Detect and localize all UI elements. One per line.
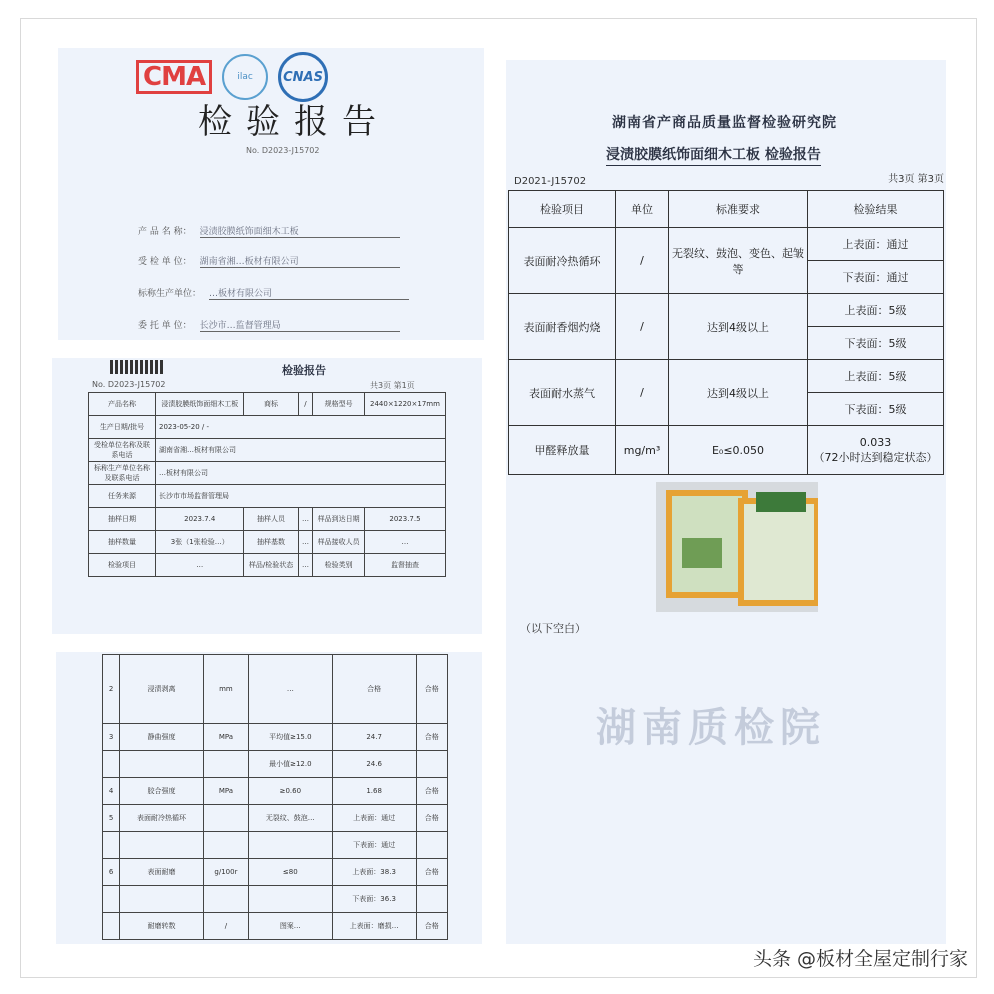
table-cell [808, 426, 944, 475]
table-cell: 上表面：通过 [332, 805, 416, 832]
table-cell: 2023-05-20 / - [156, 416, 446, 439]
header-unit: 单位 [616, 191, 669, 228]
table-cell: mg/m³ [616, 426, 669, 475]
info-table [88, 392, 446, 577]
table-cell: 甲醛释放量 [509, 426, 616, 475]
table-cell: … [248, 655, 332, 724]
report-results-page [56, 652, 482, 944]
table-row [103, 832, 448, 859]
table-cell [248, 832, 332, 859]
table-cell [203, 751, 248, 778]
table-cell: 最小值≥12.0 [248, 751, 332, 778]
cnas-logo: CNAS [278, 52, 328, 102]
table-row [103, 886, 448, 913]
sample-label [756, 492, 806, 512]
table-cell: 生产日期/批号 [89, 416, 156, 439]
table-cell: 抽样基数 [244, 531, 298, 554]
source-caption: 头条 @板材全屋定制行家 [749, 944, 972, 971]
table-cell: 无裂纹、鼓泡、变色、起皱等 [669, 228, 808, 294]
table-cell: 表面耐磨 [120, 859, 204, 886]
table-cell: 耐磨转数 [120, 913, 204, 940]
qr-code-icon [110, 360, 164, 374]
table-row [103, 724, 448, 751]
table-cell: 表面耐水蒸气 [509, 360, 616, 426]
sample-label [682, 538, 722, 568]
table-cell [203, 832, 248, 859]
table-cell: / [616, 360, 669, 426]
final-results-table [508, 190, 944, 475]
table-cell: mm [203, 655, 248, 724]
table-cell: … [298, 531, 313, 554]
table-row [509, 294, 944, 327]
table-cell: 4 [103, 778, 120, 805]
table-row [89, 531, 446, 554]
table-cell: 静曲强度 [120, 724, 204, 751]
table-cell: 浸渍胶膜纸饰面细木工板 [156, 393, 244, 416]
table-row [89, 485, 446, 508]
report-final-page [506, 60, 946, 944]
table-cell: 下表面：通过 [808, 261, 944, 294]
table-cell: 检验项目 [89, 554, 156, 577]
table-cell: / [203, 913, 248, 940]
header-result: 检验结果 [808, 191, 944, 228]
table-cell: 2023.7.4 [156, 508, 244, 531]
table-cell: 样品接收人员 [313, 531, 365, 554]
table-cell: 长沙市市场监督管理局 [156, 485, 446, 508]
table-header-row [509, 191, 944, 228]
table-cell: 监督抽查 [364, 554, 445, 577]
page-indicator: 共3页 第3页 [888, 174, 944, 185]
ilac-logo: ilac [222, 54, 268, 100]
table-cell: 3 [103, 724, 120, 751]
table-cell: 合格 [416, 724, 447, 751]
table-cell: ≥0.60 [248, 778, 332, 805]
table-cell: 上表面：5级 [808, 294, 944, 327]
info-title: 检验报告 [282, 364, 326, 377]
table-cell: 检验类别 [313, 554, 365, 577]
report-number: D2021-J15702 [514, 176, 587, 187]
field-inspected-unit: 受 检 单 位： 湖南省湘…板材有限公司 [138, 254, 400, 268]
table-cell: 合格 [416, 859, 447, 886]
report-info-page [52, 358, 482, 634]
table-cell: 下表面：5级 [808, 393, 944, 426]
institute-watermark: 湖南质检院 [596, 705, 826, 751]
table-cell [120, 886, 204, 913]
field-client: 委 托 单 位： 长沙市…监督管理局 [138, 318, 400, 332]
table-row [509, 360, 944, 393]
institute-name: 湖南省产商品质量监督检验研究院 [612, 115, 837, 131]
table-row [89, 416, 446, 439]
table-cell [103, 913, 120, 940]
table-cell: 抽样日期 [89, 508, 156, 531]
table-cell: ≤80 [248, 859, 332, 886]
table-cell: 2 [103, 655, 120, 724]
table-cell: … [298, 508, 313, 531]
table-cell: … [156, 554, 244, 577]
table-cell: 下表面：5级 [808, 327, 944, 360]
cma-logo: CMA [136, 60, 212, 94]
table-row [103, 655, 448, 724]
info-page: 共3页 第1页 [370, 381, 415, 390]
formaldehyde-value: 0.033 [859, 435, 892, 449]
table-cell: 5 [103, 805, 120, 832]
table-cell: … [298, 554, 313, 577]
table-cell: 平均值≥15.0 [248, 724, 332, 751]
table-cell: g/100r [203, 859, 248, 886]
field-manufacturer: 标称生产单位： …板材有限公司 [138, 286, 409, 300]
table-cell: 下表面：通过 [332, 832, 416, 859]
table-cell: …板材有限公司 [156, 462, 446, 485]
table-cell: 样品/检验状态 [244, 554, 298, 577]
table-cell: 24.6 [332, 751, 416, 778]
table-cell: / [616, 228, 669, 294]
sample-board-right [738, 498, 818, 606]
table-cell: 商标 [244, 393, 298, 416]
table-cell: 表面耐冷热循环 [509, 228, 616, 294]
table-cell [203, 886, 248, 913]
table-cell: 合格 [416, 778, 447, 805]
table-row [509, 228, 944, 261]
table-cell [203, 805, 248, 832]
report-cover-page [58, 48, 484, 340]
table-cell [416, 886, 447, 913]
table-row [89, 462, 446, 485]
table-cell [103, 886, 120, 913]
table-cell: 达到4级以上 [669, 360, 808, 426]
table-row [103, 778, 448, 805]
table-cell [248, 886, 332, 913]
table-cell: 浸渍剥离 [120, 655, 204, 724]
report-number: No. D2023-J15702 [246, 146, 320, 155]
header-requirement: 标准要求 [669, 191, 808, 228]
table-cell: 6 [103, 859, 120, 886]
table-row [89, 508, 446, 531]
table-cell: 任务来源 [89, 485, 156, 508]
table-cell: 上表面：5级 [808, 360, 944, 393]
table-cell: 上表面：磨损… [332, 913, 416, 940]
table-cell: 受检单位名称及联系电话 [89, 439, 156, 462]
table-cell [103, 832, 120, 859]
header-item: 检验项目 [509, 191, 616, 228]
table-cell: / [298, 393, 313, 416]
table-row [89, 439, 446, 462]
table-cell [103, 751, 120, 778]
table-cell: 合格 [416, 805, 447, 832]
table-cell: 达到4级以上 [669, 294, 808, 360]
table-cell: 合格 [416, 655, 447, 724]
table-cell: 3张（1张检验…） [156, 531, 244, 554]
table-cell: 24.7 [332, 724, 416, 751]
table-cell: … [364, 531, 445, 554]
table-cell: 湖南省湘…板材有限公司 [156, 439, 446, 462]
table-cell: 合格 [332, 655, 416, 724]
table-cell: / [616, 294, 669, 360]
table-cell: MPa [203, 724, 248, 751]
info-number: No. D2023-J15702 [92, 380, 166, 389]
table-cell [416, 751, 447, 778]
table-cell: 2023.7.5 [364, 508, 445, 531]
table-cell: 抽样数量 [89, 531, 156, 554]
report-title: 检验报告 [198, 102, 390, 142]
table-cell: 上表面：38.3 [332, 859, 416, 886]
table-cell: 2440×1220×17mm [364, 393, 445, 416]
table-row [89, 554, 446, 577]
table-cell [120, 832, 204, 859]
table-cell: 产品名称 [89, 393, 156, 416]
sample-photo [656, 482, 818, 612]
table-row [89, 393, 446, 416]
table-cell: MPa [203, 778, 248, 805]
table-cell: 样品到达日期 [313, 508, 365, 531]
table-cell: 无裂纹、鼓泡… [248, 805, 332, 832]
table-cell [120, 751, 204, 778]
results-table [102, 654, 448, 940]
blank-below-note: （以下空白） [520, 622, 586, 635]
table-cell: 1.68 [332, 778, 416, 805]
table-row [509, 426, 944, 475]
table-cell: 标称生产单位名称及联系电话 [89, 462, 156, 485]
table-row [103, 805, 448, 832]
report-subtitle: 浸渍胶膜纸饰面细木工板 检验报告 [606, 144, 821, 166]
table-cell: 表面耐香烟灼烧 [509, 294, 616, 360]
table-cell: 图案… [248, 913, 332, 940]
table-cell: 规格型号 [313, 393, 365, 416]
field-product-name: 产 品 名 称： 浸渍胶膜纸饰面细木工板 [138, 224, 400, 238]
table-cell: E₀≤0.050 [669, 426, 808, 475]
table-cell: 合格 [416, 913, 447, 940]
table-row [103, 913, 448, 940]
table-cell: 上表面：通过 [808, 228, 944, 261]
table-row [103, 751, 448, 778]
table-cell [416, 832, 447, 859]
formaldehyde-note: （72小时达到稳定状态） [813, 450, 938, 464]
table-cell: 抽样人员 [244, 508, 298, 531]
table-row [103, 859, 448, 886]
table-cell: 下表面：36.3 [332, 886, 416, 913]
table-cell: 胶合强度 [120, 778, 204, 805]
table-cell: 表面耐冷热循环 [120, 805, 204, 832]
